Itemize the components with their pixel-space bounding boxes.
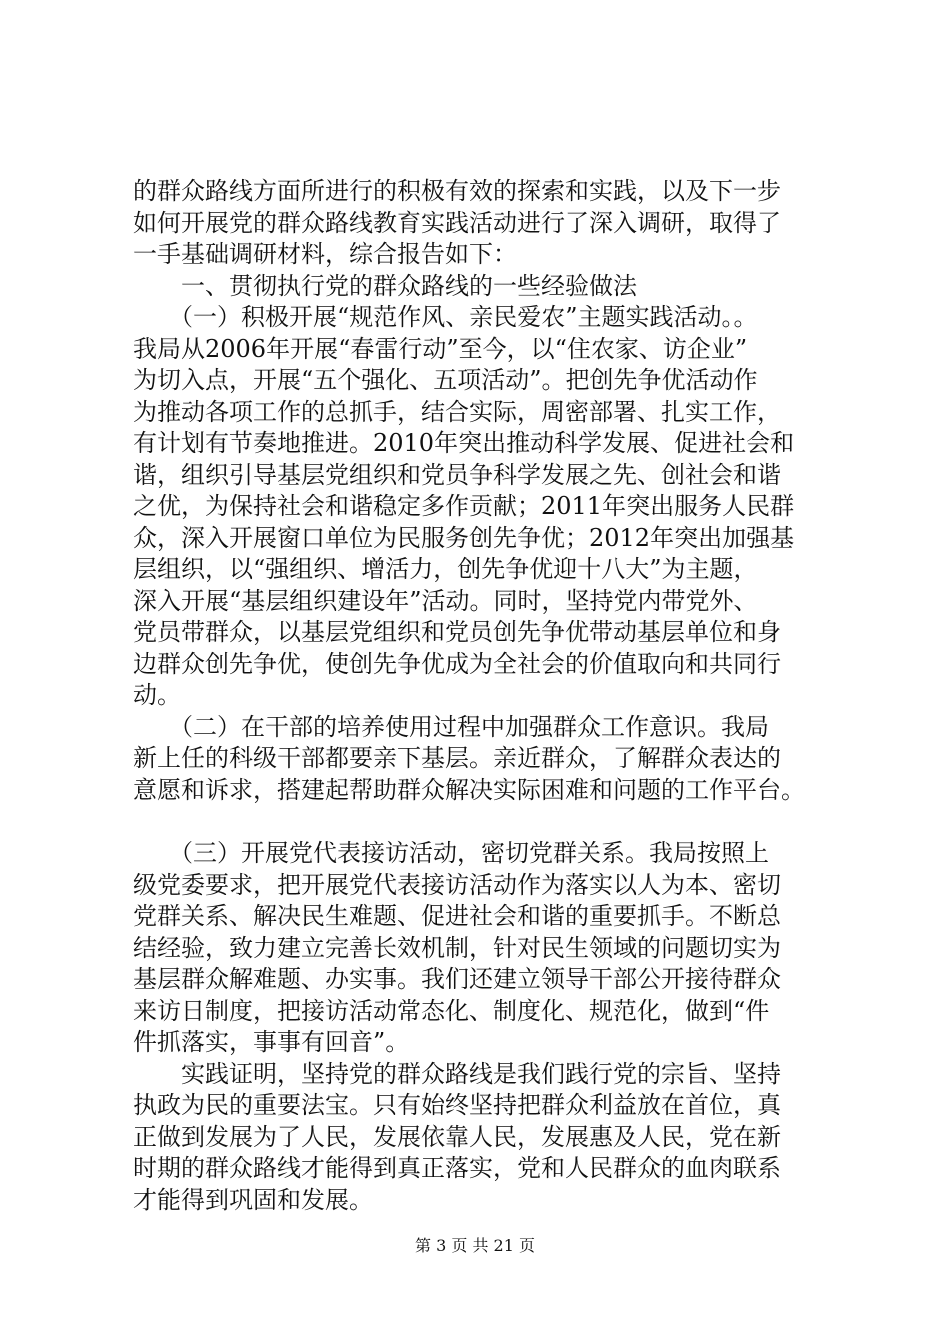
text-line: （三）开展党代表接访活动，密切党群关系。我局按照上: [133, 839, 769, 867]
text-line: 党群关系、解决民生难题、促进社会和谐的重要抓手。不断总: [133, 902, 781, 930]
text-line: 来访日制度，把接访活动常态化、制度化、规范化，做到“件: [133, 996, 770, 1025]
text-line: 谐，组织引导基层党组织和党员争科学发展之先、创社会和谐: [133, 460, 781, 489]
text-line: 件抓落实，事事有回音”。: [133, 1028, 410, 1056]
text-line: 我局从2006年开展“春雷行动”至今，以“住农家、访企业”: [133, 334, 748, 363]
text-line: 时期的群众路线才能得到真正落实，党和人民群众的血肉联系: [133, 1154, 781, 1182]
document-body: [133, 176, 830, 1216]
text-line: 执政为民的重要法宝。只有始终坚持把群众利益放在首位，真: [133, 1091, 781, 1119]
text-line: 为切入点，开展“五个强化、五项活动”。把创先争优活动作: [133, 366, 758, 394]
text-line: 如何开展党的群众路线教育实践活动进行了深入调研，取得了: [133, 208, 781, 237]
text-line: 动。: [133, 681, 181, 709]
text-line: 实践证明，坚持党的群众路线是我们践行党的宗旨、坚持: [133, 1059, 781, 1088]
text-line: 的群众路线方面所进行的积极有效的探索和实践，以及下一步: [133, 177, 781, 205]
text-line: 党员带群众，以基层党组织和党员创先争优带动基层单位和身: [133, 618, 781, 646]
text-line: 深入开展“基层组织建设年”活动。同时，坚持党内带党外、: [133, 586, 758, 615]
text-line: 基层群众解难题、办实事。我们还建立领导干部公开接待群众: [133, 965, 781, 993]
text-line: 一手基础调研材料，综合报告如下：: [133, 240, 517, 268]
text-line: 一、贯彻执行党的群众路线的一些经验做法: [133, 271, 637, 300]
text-line: （一）积极开展“规范作风、亲民爱农”主题实践活动。。: [133, 303, 758, 331]
text-line: 正做到发展为了人民，发展依靠人民，发展惠及人民，党在新: [133, 1122, 781, 1151]
text-line: 新上任的科级干部都要亲下基层。亲近群众，了解群众表达的: [133, 744, 781, 772]
text-line: 层组织，以“强组织、增活力，创先争优迎十八大”为主题，: [133, 555, 758, 583]
text-line: 边群众创先争优，使创先争优成为全社会的价值取向和共同行: [133, 649, 781, 678]
text-line: 为推动各项工作的总抓手，结合实际，周密部署、扎实工作，: [133, 397, 781, 426]
text-line: 才能得到巩固和发展。: [133, 1185, 373, 1214]
text-line: 众，深入开展窗口单位为民服务创先争优；2012年突出加强基: [133, 523, 795, 552]
text-line: 之优，为保持社会和谐稳定多作贡献；2011年突出服务人民群: [133, 492, 795, 520]
page-number-footer: 第 3 页 共 21 页: [415, 1236, 535, 1255]
text-line: （二）在干部的培养使用过程中加强群众工作意识。我局: [133, 712, 769, 741]
text-line: 意愿和诉求，搭建起帮助群众解决实际困难和问题的工作平台。: [133, 775, 805, 804]
text-line: 结经验，致力建立完善长效机制，针对民生领域的问题切实为: [133, 933, 781, 962]
text-line: 有计划有节奏地推进。2010年突出推动科学发展、促进社会和: [133, 429, 795, 457]
paragraph-gap: [133, 806, 830, 838]
text-line: 级党委要求，把开展党代表接访活动作为落实以人为本、密切: [133, 870, 781, 899]
